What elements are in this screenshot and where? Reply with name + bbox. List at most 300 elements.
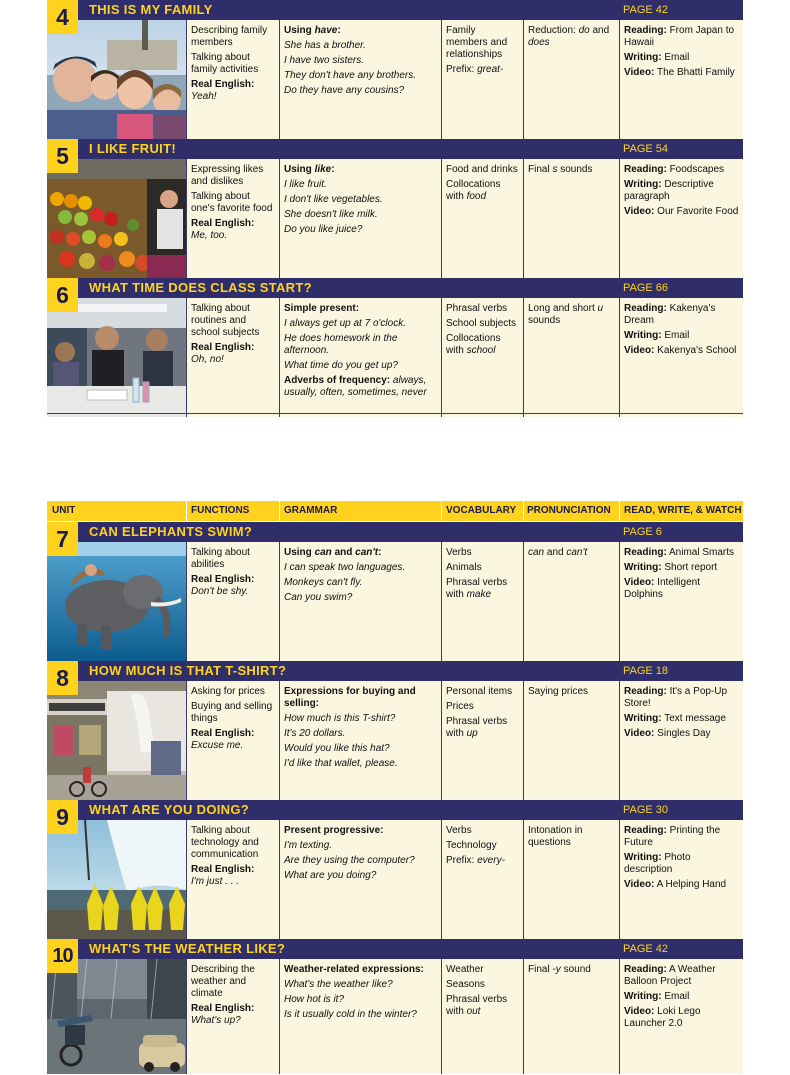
vocabulary-item [446, 164, 519, 176]
grammar-example: Would you like this hat? [284, 743, 390, 754]
divider [279, 501, 280, 521]
unit-title: HOW MUCH IS THAT T-SHIRT? [89, 663, 287, 678]
grammar-cell [279, 681, 441, 800]
reading-text: Printing the Future [624, 825, 721, 848]
writing-label: Writing: [624, 713, 662, 724]
vocabulary-cell [441, 959, 523, 1074]
grammar-heading-text: Expressions for buying and selling: [284, 686, 416, 709]
pronunciation-item [528, 825, 615, 849]
grammar-extra [284, 375, 437, 399]
grammar-extra-text: always, usually, often, sometimes, never [284, 375, 427, 398]
pronunciation-text: Saying prices [528, 686, 589, 697]
writing-label: Writing: [624, 562, 662, 573]
vocabulary-text: Phrasal verbs with [446, 577, 508, 600]
reading-text: From Japan to Hawaii [624, 25, 735, 48]
real-english-text: Me, too. [191, 230, 228, 241]
video-label: Video: [624, 345, 655, 356]
video-text: Our Favorite Food [657, 206, 739, 217]
grammar-example: How much is this T-shirt? [284, 713, 396, 724]
writing-text: Email [664, 330, 690, 341]
vocabulary-item [446, 303, 519, 315]
function-item [191, 79, 275, 103]
grammar-example: I always get up at 7 o'clock. [284, 318, 406, 329]
vocabulary-keyword: up [466, 728, 478, 739]
read-write-watch-cell [619, 20, 743, 139]
vocabulary-keyword: food [466, 191, 487, 202]
grammar-cell [279, 159, 441, 278]
column-header [47, 501, 743, 521]
vocabulary-text: Personal items [446, 686, 513, 697]
reading-item [624, 686, 739, 710]
vocabulary-item [446, 964, 519, 976]
vocabulary-text: Phrasal verbs with [446, 994, 508, 1017]
video-item [624, 1006, 739, 1030]
divider [186, 501, 187, 521]
reading-text: Kakenya's Dream [624, 303, 716, 326]
unit-title-bar [47, 139, 743, 159]
video-text: A Helping Hand [656, 879, 727, 890]
unit-title-bar [47, 278, 743, 298]
unit-6 [47, 278, 743, 417]
unit-title-bar [47, 0, 743, 20]
grammar-heading-text: : [331, 164, 335, 175]
grammar-heading-text: Using [284, 547, 315, 558]
grammar-example: I have two sisters. [284, 55, 365, 66]
pronunciation-keyword: do [578, 25, 590, 36]
pronunciation-cell [523, 298, 619, 417]
function-item: Describing the weather and climate [191, 964, 255, 999]
reading-text: Foodscapes [669, 164, 725, 175]
real-english-text: Yeah! [191, 91, 217, 102]
unit-page: PAGE 18 [623, 665, 669, 677]
unit-title-bar [47, 661, 743, 681]
read-write-watch-cell [619, 820, 743, 939]
reading-item [624, 25, 739, 49]
grammar-example: I don't like vegetables. [284, 194, 383, 205]
grammar-heading-text: Present progressive: [284, 825, 384, 836]
real-english-label: Real English: [191, 574, 255, 585]
unit-10 [47, 939, 743, 1074]
writing-item [624, 179, 739, 203]
vocabulary-cell [441, 820, 523, 939]
function-item: Talking about technology and communication [191, 825, 259, 860]
reading-label: Reading: [624, 686, 667, 697]
vocabulary-item [446, 716, 519, 740]
writing-label: Writing: [624, 52, 662, 63]
functions-cell [186, 820, 279, 939]
grammar-heading-keyword: can't [355, 547, 379, 558]
grammar-heading-text: Simple present: [284, 303, 360, 314]
unit-page: PAGE 42 [623, 943, 669, 955]
function-item [191, 1003, 275, 1027]
grammar-heading-keyword: can [314, 547, 332, 558]
video-label: Video: [624, 577, 655, 588]
grammar-example: What's the weather like? [284, 979, 393, 990]
real-english-text: I'm just . . . [191, 876, 240, 887]
grammar-example: I'm texting. [284, 840, 333, 851]
grammar-heading [284, 164, 437, 176]
unit-number: 6 [47, 278, 78, 312]
vocabulary-item [446, 994, 519, 1018]
vocabulary-text: Prefix: [446, 64, 478, 75]
pronunciation-text: sound [560, 964, 591, 975]
video-item [624, 879, 739, 891]
divider [619, 501, 620, 521]
grammar-example: He does homework in the afternoon. [284, 333, 398, 356]
unit-title: WHAT TIME DOES CLASS START? [89, 280, 312, 295]
grammar-heading-text: Using [284, 25, 315, 36]
unit-page: PAGE 66 [623, 282, 669, 294]
vocabulary-item [446, 64, 519, 76]
unit-title: WHAT ARE YOU DOING? [89, 802, 250, 817]
functions-cell [186, 20, 279, 139]
video-label: Video: [624, 206, 655, 217]
unit-page: PAGE 6 [623, 526, 662, 538]
function-item [191, 574, 275, 598]
unit-page: PAGE 42 [623, 4, 669, 16]
pronunciation-text: and [589, 25, 610, 36]
pronunciation-text: Final [528, 164, 553, 175]
vocabulary-item [446, 547, 519, 559]
vocabulary-text: Food and drinks [446, 164, 518, 175]
units-block-bottom [47, 522, 743, 1074]
video-text: Intelligent Dolphins [624, 577, 700, 600]
fruit-market-photo [47, 159, 186, 278]
vocabulary-cell [441, 542, 523, 661]
writing-text: Photo description [624, 852, 691, 875]
grammar-example: Do you like juice? [284, 224, 363, 235]
grammar-heading [284, 964, 437, 976]
pronunciation-text: Reduction: [528, 25, 579, 36]
unit-number: 8 [47, 661, 78, 695]
function-item [191, 864, 275, 888]
grammar-example: She doesn't like milk. [284, 209, 378, 220]
vocabulary-cell [441, 159, 523, 278]
unit-title: THIS IS MY FAMILY [89, 2, 213, 17]
vocabulary-keyword: every- [477, 855, 505, 866]
vocabulary-text: Collocations with [446, 333, 501, 356]
grammar-example: Are they using the computer? [284, 855, 415, 866]
pronunciation-cell [523, 820, 619, 939]
swimming-elephant-photo [47, 542, 186, 661]
vocabulary-cell [441, 681, 523, 800]
real-english-text: Excuse me. [191, 740, 244, 751]
grammar-example: What are you doing? [284, 870, 377, 881]
unit-4 [47, 0, 743, 139]
video-item [624, 67, 739, 79]
vocabulary-text: Technology [446, 840, 497, 851]
vocabulary-text: Weather [446, 964, 484, 975]
grammar-heading [284, 25, 437, 37]
functions-cell [186, 298, 279, 417]
vocabulary-item [446, 562, 519, 574]
writing-item [624, 713, 739, 725]
writing-item [624, 991, 739, 1003]
classroom-photo [47, 298, 186, 417]
pronunciation-text: sounds [528, 315, 561, 326]
pronunciation-keyword: can't [566, 547, 588, 558]
writing-label: Writing: [624, 179, 662, 190]
function-item [191, 218, 275, 242]
writing-text: Email [664, 52, 690, 63]
reading-item [624, 825, 739, 849]
grammar-example: Do they have any cousins? [284, 85, 405, 96]
writing-text: Short report [664, 562, 718, 573]
vocabulary-item [446, 855, 519, 867]
family-selfie-photo [47, 20, 186, 139]
function-item: Talking about abilities [191, 547, 250, 570]
reading-text: Animal Smarts [669, 547, 735, 558]
waterfall-tourists-photo [47, 820, 186, 939]
functions-cell [186, 159, 279, 278]
unit-title-bar [47, 939, 743, 959]
vocabulary-text: School subjects [446, 318, 517, 329]
unit-5 [47, 139, 743, 278]
reading-item [624, 964, 739, 988]
grammar-extra-label: Adverbs of frequency: [284, 375, 391, 386]
vocabulary-keyword: great- [477, 64, 504, 75]
vocabulary-text: Seasons [446, 979, 485, 990]
grammar-cell [279, 959, 441, 1074]
writing-label: Writing: [624, 330, 662, 341]
reading-label: Reading: [624, 547, 667, 558]
vocabulary-item [446, 686, 519, 698]
read-write-watch-cell [619, 298, 743, 417]
unit-7 [47, 522, 743, 661]
grammar-cell [279, 542, 441, 661]
vocabulary-cell [441, 298, 523, 417]
unit-title-bar [47, 522, 743, 542]
flooded-street-photo [47, 959, 186, 1074]
read-write-watch-cell [619, 959, 743, 1074]
unit-title: CAN ELEPHANTS SWIM? [89, 524, 253, 539]
pronunciation-text: sounds [557, 164, 593, 175]
writing-text: Email [664, 991, 690, 1002]
vocabulary-item [446, 825, 519, 837]
reading-label: Reading: [624, 825, 667, 836]
grammar-example: It's 20 dollars. [284, 728, 346, 739]
vocabulary-item [446, 318, 519, 330]
grammar-example: I can speak two languages. [284, 562, 406, 573]
real-english-label: Real English: [191, 218, 255, 229]
grammar-heading [284, 303, 437, 315]
pronunciation-text: Long and short [528, 303, 598, 314]
grammar-cell [279, 298, 441, 417]
vocabulary-item [446, 577, 519, 601]
pronunciation-cell [523, 681, 619, 800]
units-block-top [47, 0, 743, 417]
vocabulary-item [446, 25, 519, 61]
pronunciation-item [528, 547, 615, 559]
grammar-heading-text: Weather-related expressions: [284, 964, 424, 975]
grammar-heading-keyword: like [314, 164, 332, 175]
video-item [624, 345, 739, 357]
pronunciation-cell [523, 959, 619, 1074]
video-label: Video: [624, 728, 655, 739]
vocabulary-item [446, 179, 519, 203]
pronunciation-text: Final [528, 964, 553, 975]
vocabulary-item [446, 333, 519, 357]
grammar-example: What time do you get up? [284, 360, 398, 371]
vocabulary-text: Phrasal verbs [446, 303, 508, 314]
vocabulary-item [446, 840, 519, 852]
function-item: Talking about family activities [191, 52, 259, 75]
vocabulary-text: Verbs [446, 547, 472, 558]
video-label: Video: [624, 1006, 655, 1017]
vocabulary-keyword: out [466, 1006, 481, 1017]
real-english-text: What's up? [191, 1015, 241, 1026]
vocabulary-text: Family members and relationships [446, 25, 508, 60]
real-english-label: Real English: [191, 728, 255, 739]
reading-label: Reading: [624, 964, 667, 975]
pronunciation-item [528, 164, 615, 176]
vocabulary-text: Verbs [446, 825, 472, 836]
writing-text: Descriptive paragraph [624, 179, 714, 202]
unit-page: PAGE 30 [623, 804, 669, 816]
grammar-example: I'd like that wallet, please. [284, 758, 398, 769]
pronunciation-item [528, 303, 615, 327]
pronunciation-keyword: u [597, 303, 604, 314]
unit-title: WHAT'S THE WEATHER LIKE? [89, 941, 286, 956]
store-front-photo [47, 681, 186, 800]
writing-item [624, 562, 739, 574]
function-item: Talking about routines and school subjects [191, 303, 260, 338]
video-text: Singles Day [657, 728, 711, 739]
vocabulary-keyword: school [466, 345, 496, 356]
unit-number: 10 [47, 939, 78, 973]
video-item [624, 728, 739, 740]
header-functions: FUNCTIONS [191, 505, 250, 516]
pronunciation-keyword: -y [552, 964, 561, 975]
pronunciation-cell [523, 542, 619, 661]
reading-label: Reading: [624, 303, 667, 314]
video-item [624, 206, 739, 218]
divider [523, 501, 524, 521]
writing-label: Writing: [624, 991, 662, 1002]
grammar-example: She has a brother. [284, 40, 366, 51]
writing-label: Writing: [624, 852, 662, 863]
vocabulary-cell [441, 20, 523, 139]
functions-cell [186, 681, 279, 800]
reading-item [624, 547, 739, 559]
grammar-heading-keyword: have [314, 25, 338, 36]
pronunciation-cell [523, 20, 619, 139]
grammar-example: Can you swim? [284, 592, 353, 603]
unit-number: 7 [47, 522, 78, 556]
writing-item [624, 330, 739, 342]
grammar-heading [284, 825, 437, 837]
grammar-heading-text: : [337, 25, 341, 36]
grammar-example: How hot is it? [284, 994, 345, 1005]
pronunciation-item [528, 25, 615, 49]
reading-label: Reading: [624, 164, 667, 175]
grammar-example: Monkeys can't fly. [284, 577, 363, 588]
reading-item [624, 164, 739, 176]
unit-page: PAGE 54 [623, 143, 669, 155]
video-label: Video: [624, 879, 655, 890]
functions-cell [186, 959, 279, 1074]
pronunciation-item [528, 686, 615, 698]
function-item: Buying and selling things [191, 701, 273, 724]
header-pronunciation: PRONUNCIATION [527, 505, 611, 516]
vocabulary-text: Prices [446, 701, 474, 712]
grammar-cell [279, 820, 441, 939]
grammar-example: Is it usually cold in the winter? [284, 1009, 417, 1020]
video-text: The Bhatti Family [657, 67, 735, 78]
function-item [191, 342, 275, 366]
grammar-heading-text: Using [284, 164, 315, 175]
grammar-cell [279, 20, 441, 139]
grammar-heading-text: : [378, 547, 382, 558]
function-item: Describing family members [191, 25, 268, 48]
pronunciation-text: and [544, 547, 567, 558]
function-item: Expressing likes and dislikes [191, 164, 264, 187]
header-grammar: GRAMMAR [284, 505, 338, 516]
header-read-write-watch: READ, WRITE, & WATCH [624, 505, 742, 516]
grammar-heading [284, 547, 437, 559]
pronunciation-text: Intonation in questions [528, 825, 583, 848]
pronunciation-cell [523, 159, 619, 278]
writing-text: Text message [664, 713, 726, 724]
unit-title-bar [47, 800, 743, 820]
real-english-label: Real English: [191, 342, 255, 353]
unit-number: 4 [47, 0, 78, 34]
reading-item [624, 303, 739, 327]
unit-8 [47, 661, 743, 800]
grammar-example: They don't have any brothers. [284, 70, 416, 81]
unit-number: 9 [47, 800, 78, 834]
video-item [624, 577, 739, 601]
pronunciation-keyword: does [528, 37, 550, 48]
header-vocabulary: VOCABULARY [446, 505, 517, 516]
writing-item [624, 852, 739, 876]
pronunciation-keyword: can [528, 547, 545, 558]
read-write-watch-cell [619, 542, 743, 661]
unit-9 [47, 800, 743, 939]
grammar-heading-text: and [331, 547, 356, 558]
header-unit: UNIT [52, 505, 76, 516]
function-item [191, 728, 275, 752]
grammar-example: I like fruit. [284, 179, 327, 190]
vocabulary-item [446, 701, 519, 713]
vocabulary-text: Phrasal verbs with [446, 716, 508, 739]
vocabulary-item [446, 979, 519, 991]
reading-text: A Weather Balloon Project [624, 964, 716, 987]
video-text: Kakenya's School [657, 345, 737, 356]
unit-number: 5 [47, 139, 78, 173]
real-english-text: Don't be shy. [191, 586, 249, 597]
function-item: Asking for prices [191, 686, 265, 697]
reading-text: It's a Pop-Up Store! [624, 686, 728, 709]
real-english-text: Oh, no! [191, 354, 224, 365]
pronunciation-keyword: s [552, 164, 558, 175]
pronunciation-item [528, 964, 615, 976]
function-item: Talking about one's favorite food [191, 191, 273, 214]
real-english-label: Real English: [191, 1003, 255, 1014]
reading-label: Reading: [624, 25, 667, 36]
real-english-label: Real English: [191, 79, 255, 90]
functions-cell [186, 542, 279, 661]
divider [441, 501, 442, 521]
read-write-watch-cell [619, 681, 743, 800]
video-text: Loki Lego Launcher 2.0 [624, 1006, 701, 1029]
read-write-watch-cell [619, 159, 743, 278]
vocabulary-keyword: make [466, 589, 492, 600]
real-english-label: Real English: [191, 864, 255, 875]
unit-title: I LIKE FRUIT! [89, 141, 176, 156]
grammar-heading [284, 686, 437, 710]
vocabulary-text: Prefix: [446, 855, 478, 866]
